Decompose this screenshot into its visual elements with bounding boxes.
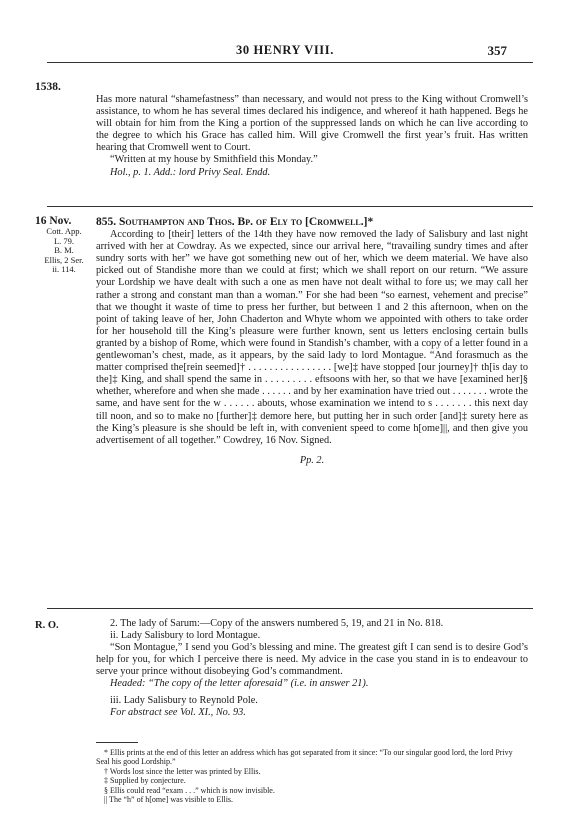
entry-855-number: 855.	[96, 216, 117, 228]
footnote: § Ellis could read “exam . . .” which is now invisible.	[104, 785, 275, 795]
entry-855-source: L. 79.	[53, 235, 75, 246]
footnote: || The “h” of h[ome] was visible to Ellis.	[104, 795, 234, 805]
entry-855-source: Ellis, 2 Ser.	[44, 254, 84, 265]
entry-855	[96, 216, 528, 467]
footnote: * Ellis prints at the end of this letter an address which has got separated from it since: “To our singular good lord, the lord Privy Seal his good Lordship.”	[96, 748, 513, 767]
entry-ro-item-ii-title: ii. Lady Salisbury to lord Montague.	[110, 630, 261, 642]
continuation-text: Has more natural “shamefastness” than necessary, and would not press to the King without Cromwell’s assistance, to whom he has several times declared his indigence, and whereof it hath happened. Begs he will obtain for him from the King a portion of the suppressed lands on which he can live according to the degree to which his Grace has called him. Will give Cromwell the first year’s fruit. Has written hearing that Cromwell went to Court.	[96, 94, 528, 154]
entry-855-body: According to [their] letters of the 14th they have now removed the lady of Salisbury and last night arrived with her at Cowdray. As we expected, since our arrival here, “travailing sundry times and after sundry sorts with her” we have got something new out of her, which we deem material. We have also picked out of Standishe more than we could at first; which we shall report on our return. “We assure your Lordship we have dealt with such a one as men have not dealt withal to fore us; we may call her rather a strong and constant man than a woman.” For she had been “so earnest, vehement and precise” that we thought it waste of time to press her further, but between 1 and 2 this afternoon, when on the point of taking leave of her, John Chaderton and Whyte whom we appointed with others to take order for her household till the King’s pleasure were further known, sent us letters enclosing certain bulls granted by a bishop of Rome, which were found in Standish’s chamber, with a copy of a letter found in a gentlewoman’s chest, made, as it appears, by the said lady to lord Montague. “And forasmuch as the matter comprised the[rein seemed]† . . . . . . . . . . . . . . . . [we]‡ have stopped [our journey]† th[is day to the]‡ King, and shall spend the same in . . . . . . . . . eftsoons with her, so that we have [examined her]§ whether, wherefore and when she made . . . . . . and by her examination have tried out . . . . . . . wrote the same, and have sent for the w . . . . . . abouts, whose examination we intend to s . . . . . . . this next day till noon, and so to make no [further]‡ demore here, but putting her in such order [and]‡ surety here as the King’s pleasure is she should be left in, with convenient speed to come h[ome]||, and then give you advertisement of all together.” Cowdrey, 16 Nov. Signed.	[96, 229, 528, 446]
header-rule	[47, 62, 533, 63]
entry-ro-item-iii-ref: For abstract see Vol. XI., No. 93.	[110, 706, 246, 718]
year-label: 1538.	[35, 81, 61, 93]
margin-year	[35, 82, 93, 93]
footnotes	[96, 748, 528, 804]
continuation-quote: “Written at my house by Smithfield this Monday.”	[110, 154, 318, 166]
continuation-reference: Hol., p. 1. Add.: lord Privy Seal. Endd.	[110, 166, 271, 178]
entry-855-heading-line	[96, 216, 528, 228]
entry-855-source: B. M.	[54, 245, 74, 255]
entry-ro-headed: Headed: “The copy of the letter aforesaid” (i.e. in answer 21).	[110, 678, 369, 690]
running-head	[0, 43, 567, 59]
entry-ro-margin	[35, 620, 93, 631]
footnote: ‡ Supplied by conjecture.	[104, 776, 186, 786]
entry-ro-item-ii-text: “Son Montague,” I send you God’s blessing and mine. The greatest gift I can send is to desire God’s help for you, for which I perceive there is need. My advice in the case you stand in is to endeavour to serve your prince without disobeying God’s commandment.	[96, 642, 528, 678]
footnote: † Words lost since the letter was printed by Ellis.	[104, 766, 261, 776]
entry-855-heading: Southampton and Thos. Bp. of Ely to [Cromwell.]*	[119, 216, 374, 228]
footnote-rule	[96, 742, 138, 743]
running-head-title: 30 HENRY VIII.	[236, 43, 334, 57]
continuation-block	[96, 94, 528, 179]
entry-ro-item-2: 2. The lady of Sarum:—Copy of the answers numbered 5, 19, and 21 in No. 818.	[110, 618, 444, 629]
section-rule	[47, 608, 533, 609]
entry-855-margin	[35, 216, 93, 275]
entry-855-source: ii. 114.	[52, 264, 76, 274]
entry-855-source: Cott. App.	[46, 226, 82, 236]
entry-855-date: 16 Nov.	[35, 215, 72, 227]
entry-ro	[96, 618, 528, 719]
entry-855-pages: Pp. 2.	[299, 454, 325, 466]
entry-ro-source: R. O.	[35, 620, 59, 631]
entry-ro-item-iii-title: iii. Lady Salisbury to Reynold Pole.	[110, 694, 258, 706]
section-rule	[47, 206, 533, 207]
page-number: 357	[487, 43, 507, 58]
